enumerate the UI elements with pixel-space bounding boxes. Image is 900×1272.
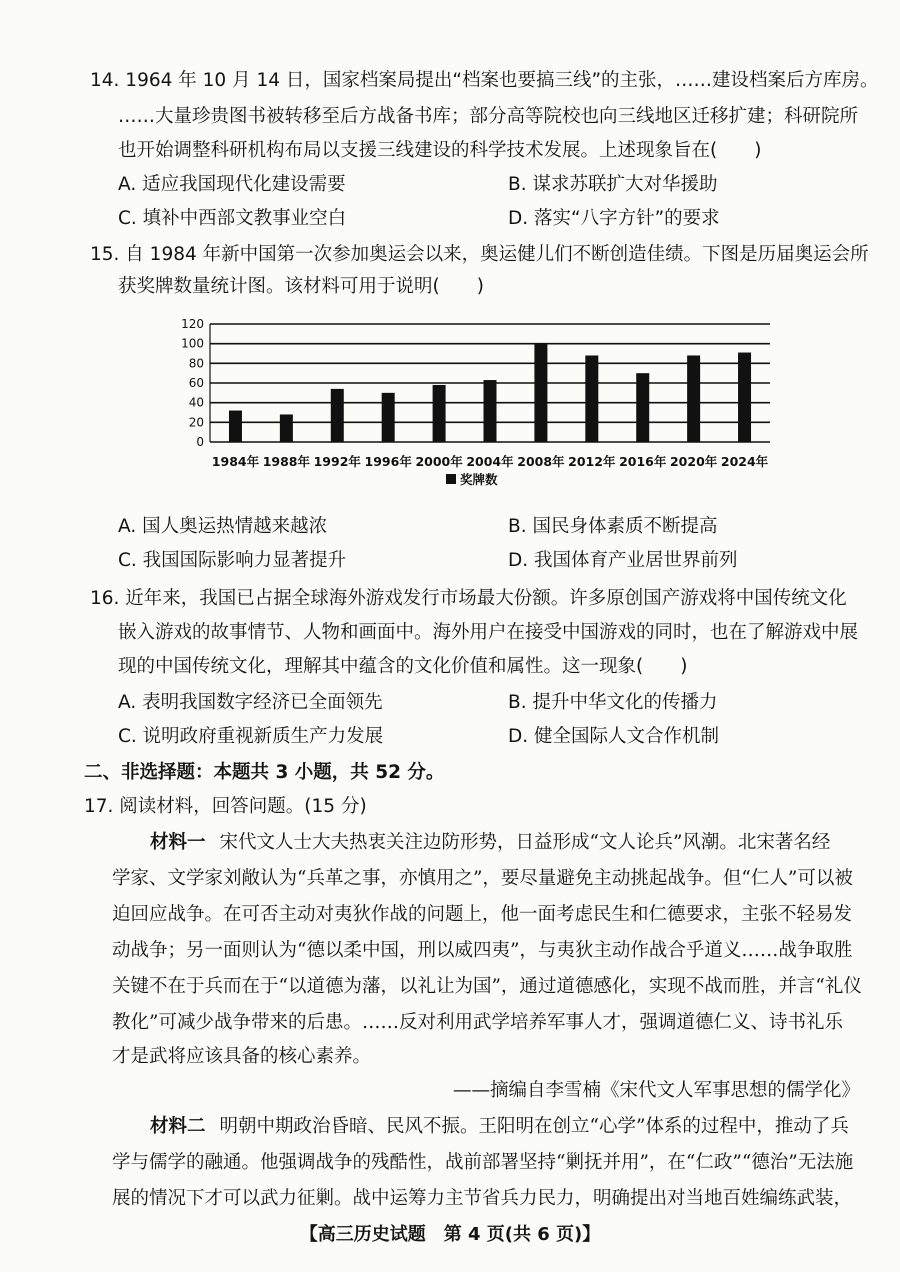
y-tick-label: 120 xyxy=(181,317,204,331)
material-1-line-2: 学家、文学家刘敞认为“兵革之事，亦慎用之”，要尽量避免主动挑起战争。但“仁人”可以被 xyxy=(112,868,853,889)
page-footer: 【高三历史试题 第 4 页(共 6 页)】 xyxy=(299,1224,601,1245)
bar xyxy=(433,385,446,442)
bar xyxy=(484,380,497,442)
q14-option-d: D. 落实“八字方针”的要求 xyxy=(508,208,720,229)
legend-swatch xyxy=(446,474,456,484)
q14-option-b: B. 谋求苏联扩大对华援助 xyxy=(508,174,718,195)
y-tick-label: 100 xyxy=(181,336,204,351)
x-tick-label: 2012年 xyxy=(568,454,616,469)
q15-option-d: D. 我国体育产业居世界前列 xyxy=(508,550,738,571)
q16-option-a: A. 表明我国数字经济已全面领先 xyxy=(118,692,383,713)
material-1-line-6: 教化”可减少战争带来的后患。……反对利用武学培养军事人才，强调道德仁义、诗书礼乐 xyxy=(112,1012,843,1033)
bar xyxy=(687,355,700,442)
material-1-line-5: 关键不在于兵而在于“以道德为藩，以礼让为国”，通过道德感化，实现不战而胜，并言“礼仪 xyxy=(112,976,862,997)
q15-line-1: 15. 自 1984 年新中国第一次参加奥运会以来，奥运健儿们不断创造佳绩。下图是历届奥运会所 xyxy=(90,244,869,265)
bar xyxy=(229,411,242,442)
y-tick-label: 80 xyxy=(188,356,204,371)
x-tick-label: 1992年 xyxy=(313,454,361,469)
x-tick-label: 2004年 xyxy=(466,454,514,469)
q16-option-d: D. 健全国际人文合作机制 xyxy=(508,726,720,747)
x-tick-label: 1996年 xyxy=(364,454,412,469)
y-tick-label: 40 xyxy=(188,395,204,410)
q16-option-c: C. 说明政府重视新质生产力发展 xyxy=(118,726,384,747)
material-2-line-3: 展的情况下才可以武力征剿。战中运筹力主节省兵力民力，明确提出对当地百姓编练武装， xyxy=(112,1188,853,1209)
material-2-label: 材料二 xyxy=(150,1116,206,1137)
q15-option-b: B. 国民身体素质不断提高 xyxy=(508,516,718,537)
bar xyxy=(534,344,547,442)
material-1-line-7: 才是武将应该具备的核心素养。 xyxy=(112,1046,372,1067)
bar xyxy=(382,393,395,442)
x-tick-label: 2000年 xyxy=(415,454,463,469)
material-2-line-2: 学与儒学的融通。他强调战争的残酷性，战前部署坚持“剿抚并用”，在“仁政”“德治”无法施 xyxy=(112,1152,854,1173)
x-tick-label: 1988年 xyxy=(262,454,311,469)
bar xyxy=(636,373,649,442)
q16-line-2: 嵌入游戏的故事情节、人物和画面中。海外用户在接受中国游戏的同时，也在了解游戏中展 xyxy=(118,622,859,643)
legend-label: 奖牌数 xyxy=(460,472,498,487)
q14-option-c: C. 填补中西部文教事业空白 xyxy=(118,208,347,229)
q14-line-2: ……大量珍贵图书被转移至后方战备书库；部分高等院校也向三线地区迁移扩建；科研院所 xyxy=(118,106,859,127)
y-tick-label: 0 xyxy=(196,435,204,449)
x-tick-label: 2008年 xyxy=(517,454,565,469)
q16-option-b: B. 提升中华文化的传播力 xyxy=(508,692,718,713)
q15-option-a: A. 国人奥运热情越来越浓 xyxy=(118,516,328,537)
q14-option-a: A. 适应我国现代化建设需要 xyxy=(118,174,346,195)
x-tick-label: 2016年 xyxy=(619,454,667,469)
material-1-label: 材料一 xyxy=(150,832,206,853)
q16-line-3: 现的中国传统文化，理解其中蕴含的文化价值和属性。这一现象( ) xyxy=(118,656,688,677)
material-1-line-4: 动战争；另一面则认为“德以柔中国，刑以威四夷”，与夷狄主动作战合乎道义……战争取胜 xyxy=(112,940,853,961)
bar xyxy=(738,353,751,442)
bar xyxy=(280,414,293,442)
material-1-source: ——摘编自李雪楠《宋代文人军事思想的儒学化》 xyxy=(452,1080,860,1101)
q16-line-1: 16. 近年来，我国已占据全球海外游戏发行市场最大份额。许多原创国产游戏将中国传统文化 xyxy=(90,588,847,609)
bar xyxy=(331,389,344,442)
x-tick-label: 2024年 xyxy=(720,454,769,469)
section-2-heading: 二、非选择题：本题共 3 小题，共 52 分。 xyxy=(84,762,445,783)
material-2-text: 明朝中期政治昏暗、民风不振。王阳明在创立“心学”体系的过程中，推动了兵 xyxy=(219,1116,849,1137)
material-2-line-1 xyxy=(150,1110,900,1144)
material-1-text: 宋代文人士大夫热衷关注边防形势，日益形成“文人论兵”风潮。北宋著名经 xyxy=(219,832,831,853)
q14-line-3: 也开始调整科研机构布局以支援三线建设的科学技术发展。上述现象旨在( ) xyxy=(118,140,762,161)
y-tick-label: 20 xyxy=(188,415,204,430)
q17-heading: 17. 阅读材料，回答问题。(15 分) xyxy=(84,796,367,817)
material-1-line-3: 迫回应战争。在可否主动对夷狄作战的问题上，他一面考虑民生和仁德要求，主张不轻易发 xyxy=(112,904,853,925)
q15-option-c: C. 我国国际影响力显著提升 xyxy=(118,550,347,571)
medal-bar-chart xyxy=(170,312,790,502)
x-tick-label: 2020年 xyxy=(669,454,718,469)
material-1-line-1 xyxy=(150,826,900,860)
q14-line-1: 14. 1964 年 10 月 14 日，国家档案局提出“档案也要搞三线”的主张，……建设档案后方库房。 xyxy=(90,70,879,91)
bar xyxy=(585,355,598,442)
y-tick-label: 60 xyxy=(188,376,204,390)
q15-line-2: 获奖牌数量统计图。该材料可用于说明( ) xyxy=(118,276,484,297)
x-tick-label: 1984年 xyxy=(211,454,260,469)
